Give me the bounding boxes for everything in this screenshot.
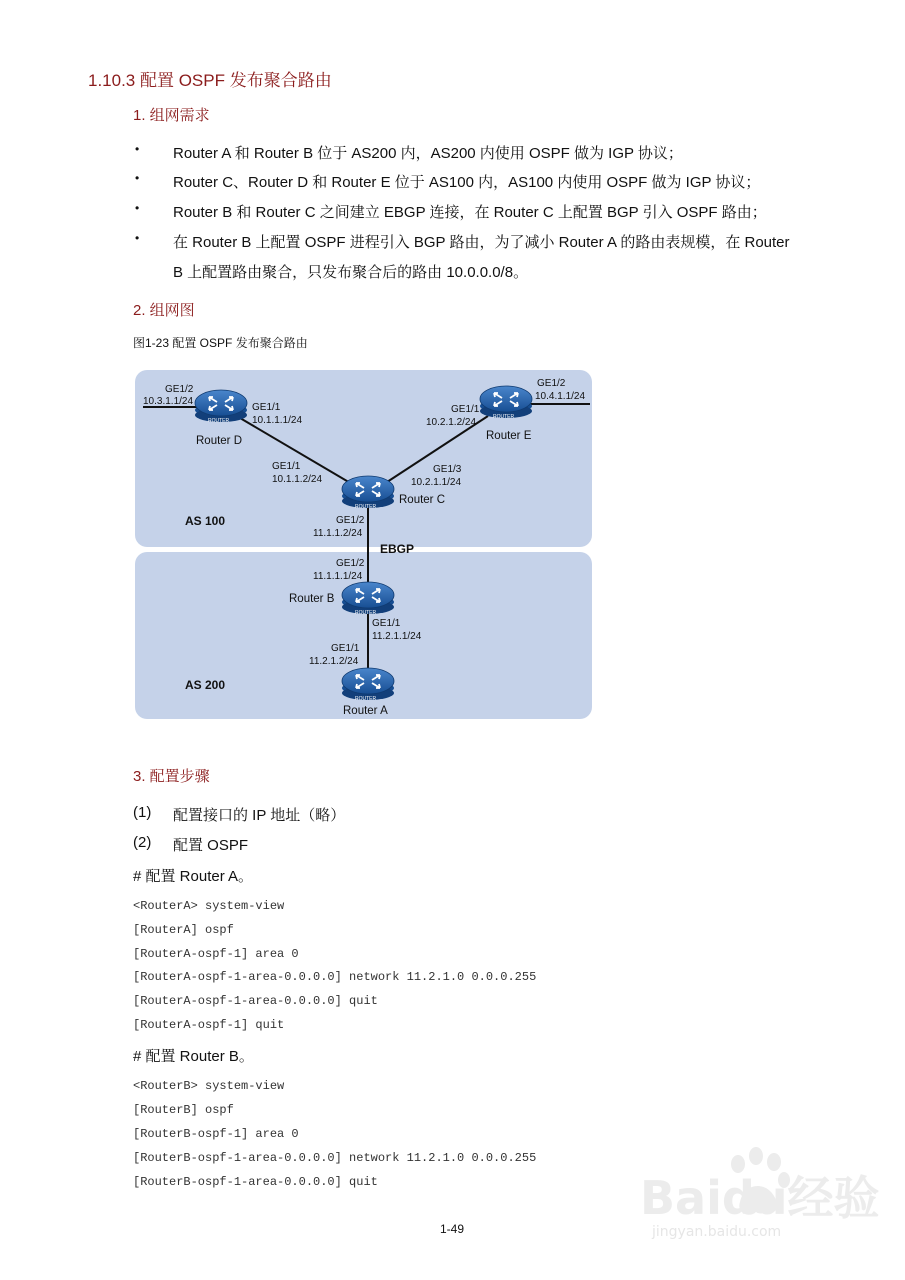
code-line: [RouterB-ospf-1-area-0.0.0.0] network 11.2.1.0 0.0.0.255 (133, 1151, 537, 1165)
step-1-number: (1) (133, 804, 152, 821)
code-line: [RouterA-ospf-1-area-0.0.0.0] quit (133, 994, 378, 1008)
router-a-config-heading: # 配置 Router A。 (133, 868, 254, 885)
c-ge11-label: GE1/1 (272, 461, 301, 472)
router-a-label: Router A (343, 705, 388, 717)
bullet-text: Router A 和 Router B 位于 AS200 内，AS200 内使用 OSPF 做为 IGP 协议； (173, 145, 683, 162)
router-badge: ROUTER (355, 610, 377, 616)
a-ge11-ip: 11.2.1.2/24 (309, 656, 359, 667)
bullet-dot: • (135, 171, 140, 185)
router-e-label: Router E (486, 430, 532, 442)
c-ge13-ip: 10.2.1.1/24 (411, 477, 462, 488)
router-e-icon (480, 386, 532, 420)
e-ge12-label: GE1/2 (537, 378, 566, 389)
b-ge11-label: GE1/1 (372, 618, 401, 629)
e-ge11-ip: 10.2.1.2/24 (426, 417, 477, 428)
figure-caption: 图1-23 配置 OSPF 发布聚合路由 (133, 336, 308, 350)
code-line: [RouterB] ospf (133, 1103, 234, 1117)
router-d-label: Router D (196, 435, 243, 447)
router-b-label: Router B (289, 593, 335, 605)
step-2-number: (2) (133, 834, 152, 851)
c-ge13-label: GE1/3 (433, 464, 462, 475)
as200-label: AS 200 (185, 678, 226, 692)
code-line: <RouterA> system-view (133, 899, 285, 913)
baidu-jingyan-watermark (640, 1140, 900, 1250)
d-ge11-label: GE1/1 (252, 402, 281, 413)
code-line: <RouterB> system-view (133, 1079, 285, 1093)
router-badge: ROUTER (493, 414, 515, 420)
e-ge12-ip: 10.4.1.1/24 (535, 391, 586, 402)
step-2-text: 配置 OSPF (173, 837, 249, 854)
watermark-url: jingyan.baidu.com (652, 1224, 782, 1240)
router-badge: ROUTER (208, 418, 230, 424)
d-ge12-label: GE1/2 (165, 384, 194, 395)
section-title: 1.10.3 配置 OSPF 发布聚合路由 (88, 71, 332, 90)
router-b-icon (342, 582, 394, 616)
bullet-dot: • (135, 142, 140, 156)
as100-label: AS 100 (185, 514, 226, 528)
config-heading: 3. 配置步骤 (133, 768, 210, 785)
router-d-icon (195, 390, 247, 424)
c-ge12-ip: 11.1.1.2/24 (313, 528, 363, 539)
b-ge12-label: GE1/2 (336, 558, 365, 569)
requirement-bullet-4-continued: B 上配置路由聚合，只发布聚合后的路由 10.0.0.0/8。 (173, 264, 529, 281)
router-badge: ROUTER (355, 696, 377, 702)
requirements-heading: 1. 组网需求 (133, 107, 210, 124)
bullet-dot: • (135, 231, 140, 245)
code-line: [RouterB-ospf-1-area-0.0.0.0] quit (133, 1175, 378, 1189)
bullet-dot: • (135, 201, 140, 215)
d-ge12-ip: 10.3.1.1/24 (143, 396, 194, 407)
router-b-config-heading: # 配置 Router B。 (133, 1048, 254, 1065)
e-ge11-label: GE1/1 (451, 404, 480, 415)
router-c-icon (342, 476, 394, 510)
b-ge12-ip: 11.1.1.1/24 (313, 571, 363, 582)
bullet-text: Router B 和 Router C 之间建立 EBGP 连接，在 Router C 上配置 BGP 引入 OSPF 路由； (173, 204, 767, 221)
router-badge: ROUTER (355, 504, 377, 510)
bullet-text: 在 Router B 上配置 OSPF 进程引入 BGP 路由，为了减小 Router A 的路由表规模，在 Router (173, 234, 790, 251)
code-line: [RouterA-ospf-1] area 0 (133, 947, 299, 961)
code-line: [RouterA-ospf-1-area-0.0.0.0] network 11.2.1.0 0.0.0.255 (133, 970, 537, 984)
topology-heading: 2. 组网图 (133, 302, 195, 319)
code-line: [RouterB-ospf-1] area 0 (133, 1127, 299, 1141)
d-ge11-ip: 10.1.1.1/24 (252, 415, 303, 426)
c-ge11-ip: 10.1.1.2/24 (272, 474, 323, 485)
ebgp-label: EBGP (380, 542, 415, 556)
step-1-text: 配置接口的 IP 地址（略） (173, 807, 346, 824)
router-c-label: Router C (399, 494, 446, 506)
watermark-logo-text: Baidu经验 (640, 1171, 880, 1225)
a-ge11-label: GE1/1 (331, 643, 360, 654)
c-ge12-label: GE1/2 (336, 515, 365, 526)
code-line: [RouterA] ospf (133, 923, 234, 937)
bullet-text: Router C、Router D 和 Router E 位于 AS100 内，AS100 内使用 OSPF 做为 IGP 协议； (173, 174, 761, 191)
router-a-icon (342, 668, 394, 702)
page-number: 1-49 (440, 1222, 465, 1236)
code-line: [RouterA-ospf-1] quit (133, 1018, 285, 1032)
b-ge11-ip: 11.2.1.1/24 (372, 631, 422, 642)
